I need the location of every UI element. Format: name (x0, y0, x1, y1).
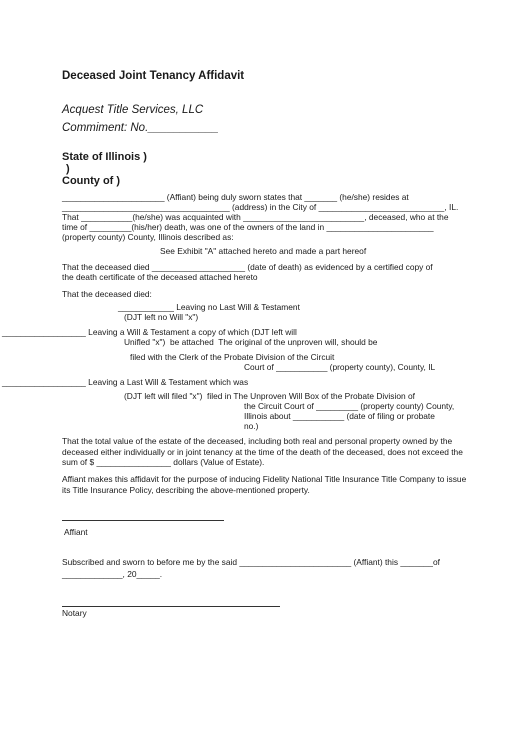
option-filed-will-line-4: Illinois about ___________ (date of filing or probate (244, 411, 435, 421)
died-line-2: the death certificate of the deceased attached hereto (62, 272, 258, 282)
option-unfiled-will-line-4: Court of ___________ (property county), County, IL (244, 362, 436, 372)
option-no-will-line-2: (DJT left no Will "x") (124, 312, 199, 322)
company-name: Acquest Title Services, LLC (62, 104, 204, 116)
estate-value-paragraph: That the total value of the estate of the deceased, including both real and personal property owned by the deceased either individually or in joint tenancy at the time of the death of the deceased, does not exceed the sum of $ ________________ dollars (Value of Estate). (62, 436, 463, 468)
option-filed-will-line-1: __________________ Leaving a Last Will & Testament which was (2, 377, 249, 387)
purpose-paragraph: Affiant makes this affidavit for the purpose of inducing Fidelity National Title Insurance Title Company to issue its Title Insurance Policy, describing the above-mentioned property. (62, 474, 467, 495)
notary-signature-line (62, 606, 280, 607)
option-unfiled-will-line-1: __________________ Leaving a Will & Testament a copy of which (DJT left will (2, 327, 297, 337)
option-unfiled-will-line-3: filed with the Clerk of the Probate Division of the Circuit (130, 352, 335, 362)
exhibit-line: See Exhibit "A" attached hereto and made a part hereof (160, 246, 367, 256)
option-filed-will-line-3: the Circuit Court of _________ (property county) County, (244, 401, 455, 411)
commitment-number-line: Commiment: No.___________ (62, 122, 219, 134)
option-filed-will-line-5: no.) (244, 421, 259, 431)
died-line-1: That the deceased died ____________________ (date of death) as evidenced by a certified copy of (62, 262, 433, 272)
affiant-signature-label: Affiant (64, 527, 88, 537)
document-title: Deceased Joint Tenancy Affidavit (62, 70, 245, 82)
affiant-line-3: That ___________(he/she) was acquainted with __________________________, deceased, who at the (62, 212, 449, 222)
subscribed-line-1: Subscribed and sworn to before me by the said ________________________ (Affiant) this _______of (62, 557, 440, 567)
option-filed-will-line-2: (DJT left will filed "x") filed in The Unproven Will Box of the Probate Division of (124, 391, 415, 401)
that-died-heading: That the deceased died: (62, 289, 152, 299)
state-line: State of Illinois ) (62, 151, 147, 163)
state-county-paren: ) (66, 163, 70, 175)
affiant-line-5: (property county) County, Illinois described as: (62, 232, 234, 242)
affiant-line-4: time of _________(his/her) death, was one of the owners of the land in _______________________ (62, 222, 434, 232)
affiant-line-2: ____________________________________ (address) in the City of ___________________________, IL. (62, 202, 459, 212)
affiant-signature-line (62, 520, 224, 521)
subscribed-line-2: _____________, 20_____. (62, 569, 163, 579)
option-no-will-line-1: ____________ Leaving no Last Will & Testament (118, 302, 300, 312)
option-unfiled-will-line-2: Unifled "x") be attached The original of the unproven will, should be (124, 337, 378, 347)
notary-signature-label: Notary (62, 608, 87, 618)
county-line: County of ) (62, 175, 121, 187)
affiant-line-1: ______________________ (Affiant) being duly sworn states that _______ (he/she) resides at (62, 192, 409, 202)
